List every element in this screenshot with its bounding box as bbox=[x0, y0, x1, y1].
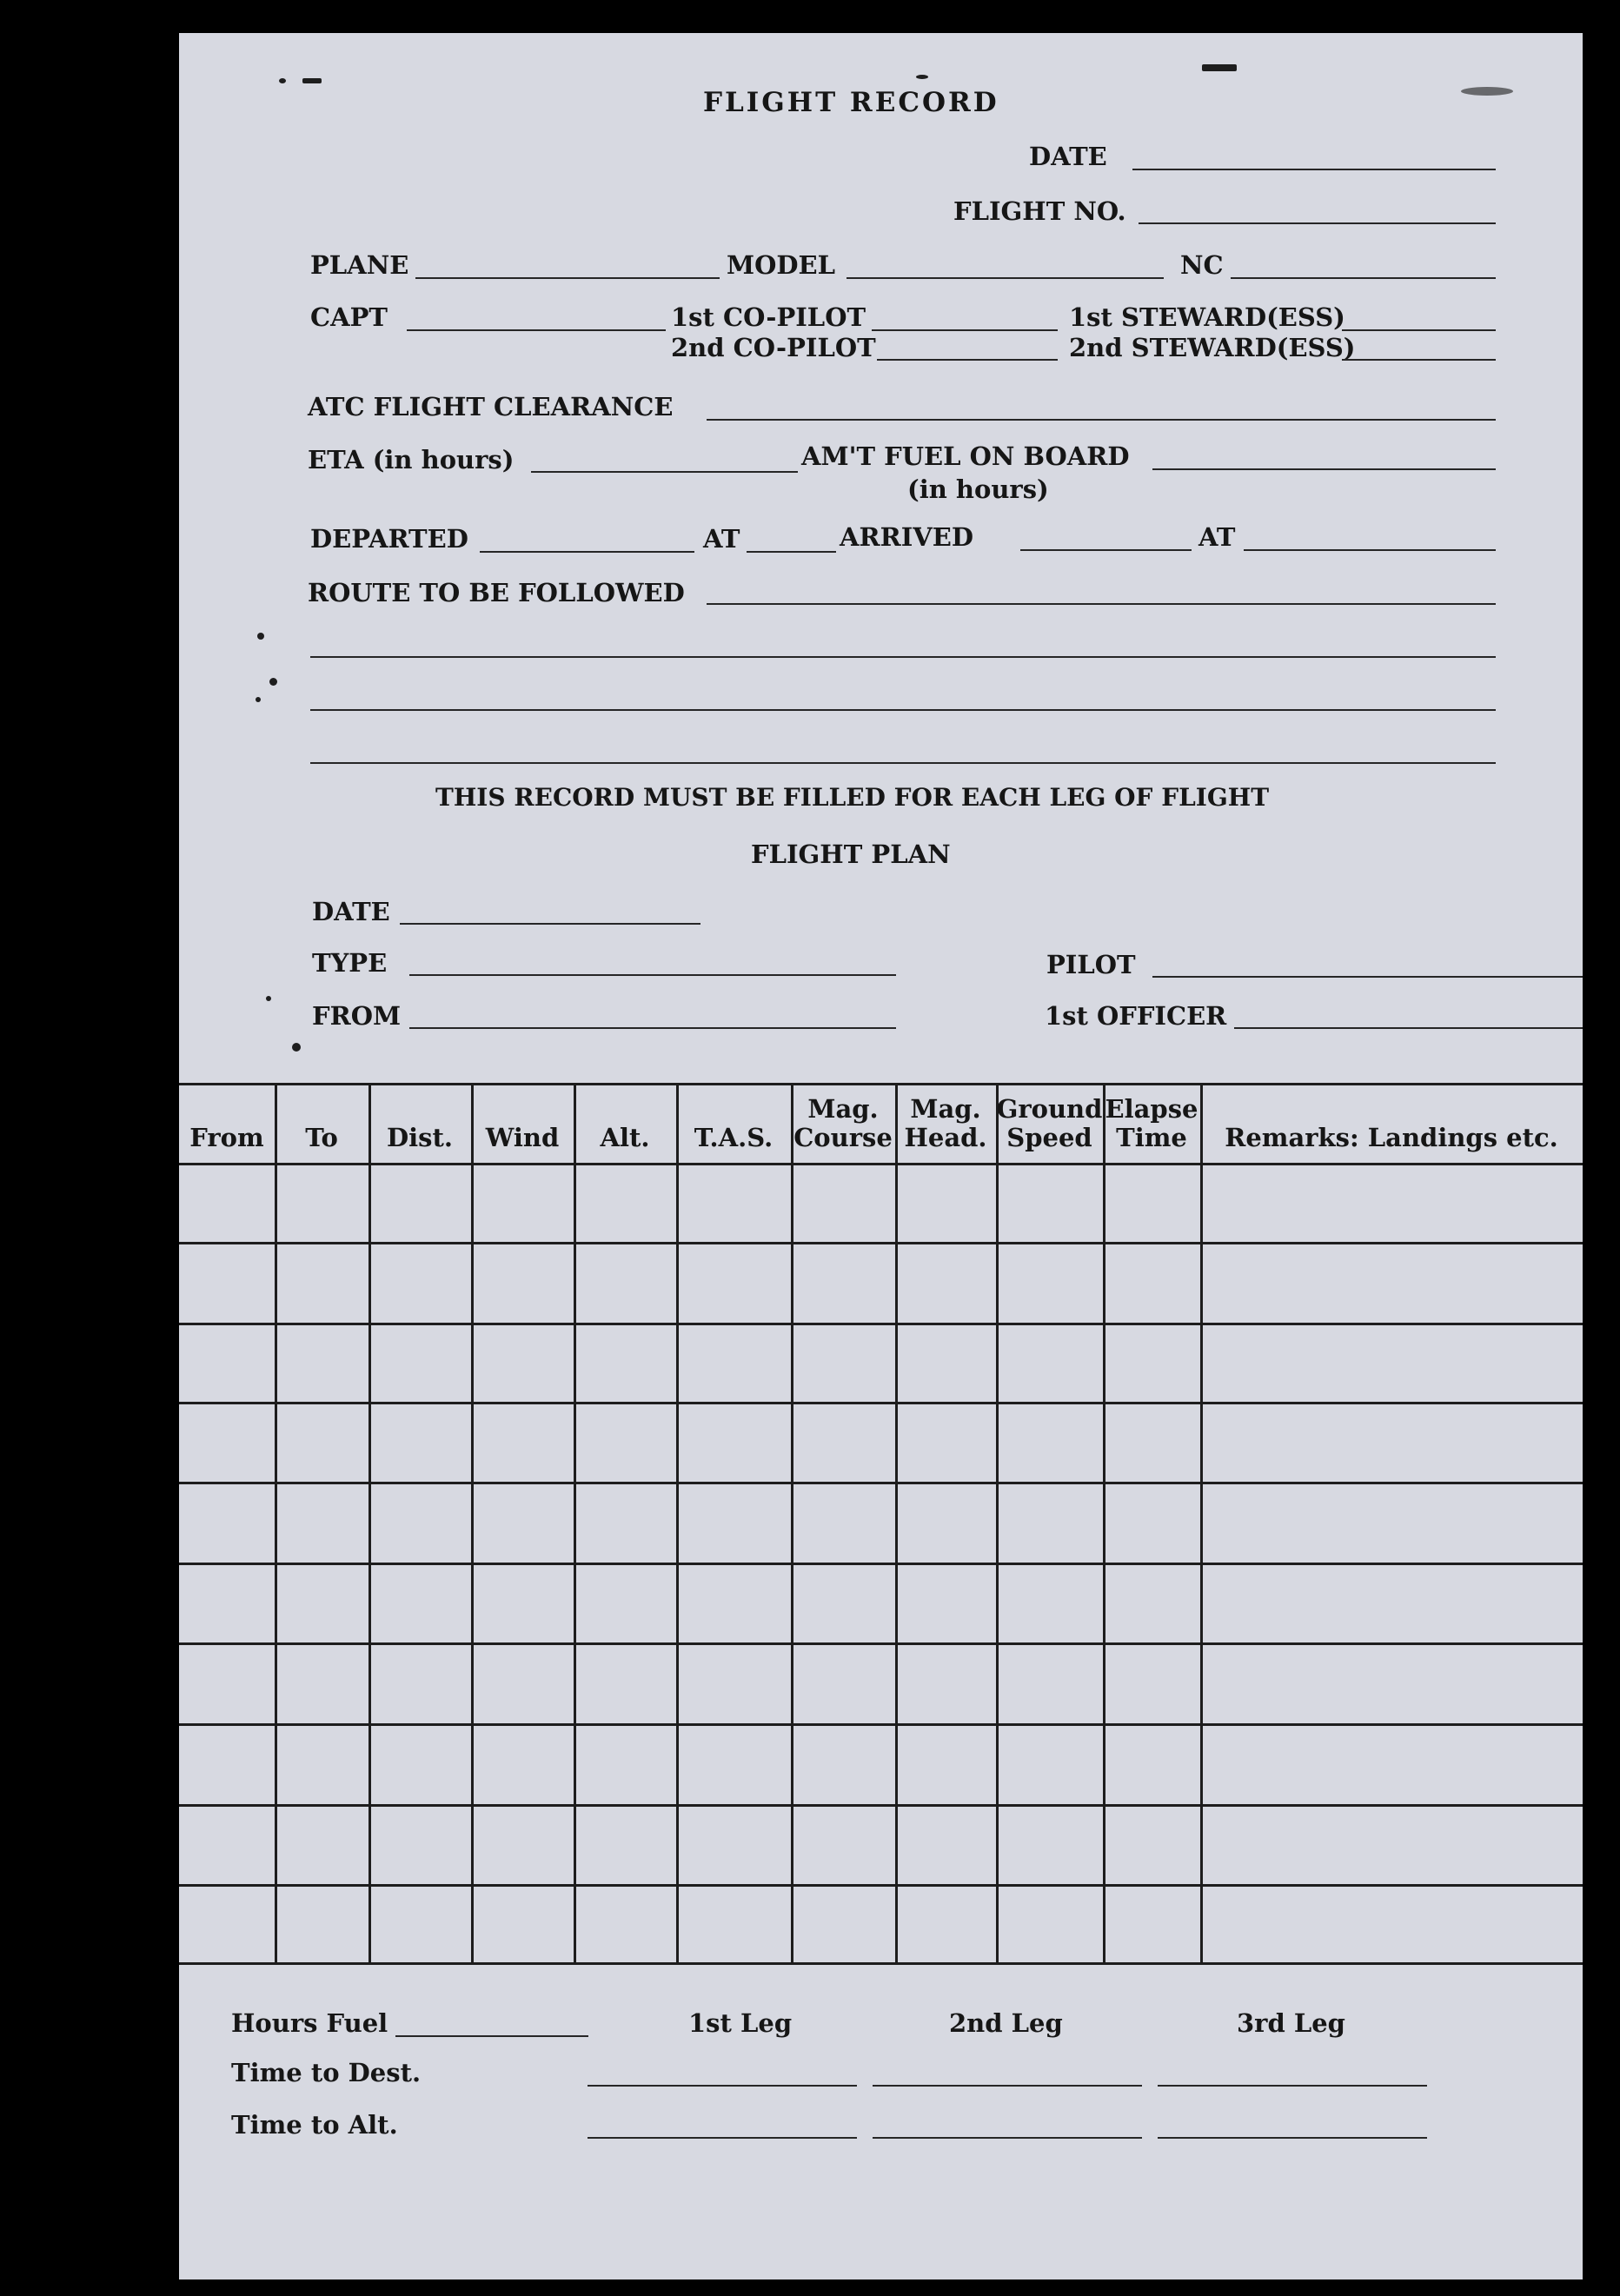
table-header-line-2: To bbox=[305, 1123, 338, 1152]
atc-clearance-field[interactable] bbox=[707, 419, 1496, 421]
table-header-line-1: Mag. bbox=[807, 1094, 879, 1124]
table-cell[interactable] bbox=[1103, 1563, 1200, 1642]
flight-record-form bbox=[179, 33, 1583, 2279]
table-cell[interactable] bbox=[368, 1804, 471, 1884]
table-cell[interactable] bbox=[1103, 1804, 1200, 1884]
table-header-cell bbox=[676, 1095, 791, 1152]
capt-field[interactable] bbox=[407, 329, 666, 331]
table-cell[interactable] bbox=[179, 1323, 275, 1402]
table-cell[interactable] bbox=[791, 1402, 895, 1482]
table-header-line-1 bbox=[275, 1095, 368, 1124]
fuel-on-board-sub-label: (in hours) bbox=[907, 474, 1049, 504]
fuel-on-board-label: AM'T FUEL ON BOARD bbox=[801, 441, 1130, 471]
table-cell[interactable] bbox=[368, 1884, 471, 1962]
route-label: ROUTE TO BE FOLLOWED bbox=[308, 578, 685, 607]
time-to-dest-label: Time to Dest. bbox=[231, 2058, 422, 2087]
table-cell[interactable] bbox=[574, 1642, 676, 1723]
table-header-line-2: T.A.S. bbox=[694, 1123, 773, 1152]
arrived-label: ARRIVED bbox=[840, 522, 974, 552]
table-cell[interactable] bbox=[471, 1402, 574, 1482]
scan-speck bbox=[256, 697, 261, 702]
table-cell[interactable] bbox=[895, 1642, 996, 1723]
plane-field[interactable] bbox=[415, 277, 720, 279]
table-cell[interactable] bbox=[791, 1804, 895, 1884]
table-cell[interactable] bbox=[275, 1804, 368, 1884]
table-cell[interactable] bbox=[275, 1323, 368, 1402]
table-cell[interactable] bbox=[1200, 1563, 1583, 1642]
table-header-cell bbox=[791, 1095, 895, 1152]
table-cell[interactable] bbox=[471, 1884, 574, 1962]
table-cell[interactable] bbox=[895, 1402, 996, 1482]
table-cell[interactable] bbox=[275, 1402, 368, 1482]
co-pilot-1-label: 1st CO-PILOT bbox=[671, 302, 866, 332]
co-pilot-2-field[interactable] bbox=[877, 359, 1058, 361]
scan-speck bbox=[269, 678, 277, 686]
arrived-at-field[interactable] bbox=[1244, 549, 1496, 551]
scan-speck bbox=[292, 1043, 301, 1052]
table-header-line-2: Course bbox=[793, 1123, 893, 1152]
table-cell[interactable] bbox=[895, 1242, 996, 1323]
table-cell[interactable] bbox=[996, 1163, 1103, 1242]
time-to-alt-label: Time to Alt. bbox=[231, 2110, 398, 2140]
table-cell[interactable] bbox=[471, 1723, 574, 1804]
scan-speck bbox=[257, 633, 264, 640]
nc-label: NC bbox=[1180, 250, 1224, 280]
table-header-cell bbox=[574, 1095, 676, 1152]
table-header-line-2: Time bbox=[1116, 1123, 1187, 1152]
table-cell[interactable] bbox=[895, 1163, 996, 1242]
steward-2-field[interactable] bbox=[1342, 359, 1496, 361]
table-cell[interactable] bbox=[574, 1884, 676, 1962]
leg-3-label: 3rd Leg bbox=[1237, 2008, 1345, 2038]
table-cell[interactable] bbox=[791, 1482, 895, 1563]
table-cell[interactable] bbox=[1103, 1482, 1200, 1563]
leg-notice: THIS RECORD MUST BE FILLED FOR EACH LEG OF FLIGHT bbox=[435, 783, 1270, 812]
table-cell[interactable] bbox=[676, 1482, 791, 1563]
plan-type-label: TYPE bbox=[312, 948, 388, 978]
co-pilot-2-label: 2nd CO-PILOT bbox=[671, 333, 876, 362]
date-label: DATE bbox=[1029, 142, 1107, 171]
table-cell[interactable] bbox=[676, 1884, 791, 1962]
plan-type-field[interactable] bbox=[409, 974, 896, 976]
table-cell[interactable] bbox=[574, 1163, 676, 1242]
nc-field[interactable] bbox=[1231, 277, 1496, 279]
flight-no-field[interactable] bbox=[1139, 222, 1496, 224]
table-cell[interactable] bbox=[1200, 1642, 1583, 1723]
model-label: MODEL bbox=[727, 250, 836, 280]
table-header-line-1 bbox=[676, 1095, 791, 1124]
table-cell[interactable] bbox=[179, 1563, 275, 1642]
steward-2-label: 2nd STEWARD(ESS) bbox=[1069, 333, 1356, 362]
table-cell[interactable] bbox=[471, 1804, 574, 1884]
table-header-cell bbox=[179, 1095, 275, 1152]
table-header-line-1 bbox=[574, 1095, 676, 1124]
table-cell[interactable] bbox=[676, 1163, 791, 1242]
route-field-1[interactable] bbox=[707, 603, 1496, 605]
plan-officer-label: 1st OFFICER bbox=[1045, 1001, 1227, 1031]
table-cell[interactable] bbox=[368, 1402, 471, 1482]
table-cell[interactable] bbox=[676, 1563, 791, 1642]
table-cell[interactable] bbox=[996, 1723, 1103, 1804]
table-cell[interactable] bbox=[791, 1642, 895, 1723]
table-cell[interactable] bbox=[895, 1804, 996, 1884]
table-cell[interactable] bbox=[368, 1723, 471, 1804]
table-cell[interactable] bbox=[179, 1884, 275, 1962]
table-cell[interactable] bbox=[1200, 1723, 1583, 1804]
leg-1-label: 1st Leg bbox=[688, 2008, 793, 2038]
scan-speck bbox=[302, 78, 322, 83]
table-top-rule bbox=[179, 1083, 1583, 1085]
scan-speck bbox=[266, 996, 271, 1001]
table-cell[interactable] bbox=[368, 1563, 471, 1642]
table-cell[interactable] bbox=[368, 1642, 471, 1723]
table-cell[interactable] bbox=[791, 1723, 895, 1804]
plan-pilot-label: PILOT bbox=[1046, 950, 1136, 979]
table-cell[interactable] bbox=[996, 1563, 1103, 1642]
scan-speck bbox=[1461, 87, 1513, 96]
time-to-dest-leg-1-field[interactable] bbox=[588, 2085, 857, 2087]
table-cell[interactable] bbox=[179, 1723, 275, 1804]
table-header-cell bbox=[275, 1095, 368, 1152]
table-cell[interactable] bbox=[471, 1323, 574, 1402]
departed-at-label: AT bbox=[703, 524, 740, 554]
table-header-line-2: Alt. bbox=[600, 1123, 650, 1152]
plan-pilot-field[interactable] bbox=[1152, 976, 1583, 978]
table-cell[interactable] bbox=[676, 1402, 791, 1482]
table-cell[interactable] bbox=[574, 1482, 676, 1563]
plan-from-label: FROM bbox=[312, 1001, 402, 1031]
table-header-line-2: Wind bbox=[485, 1123, 560, 1152]
table-cell[interactable] bbox=[676, 1323, 791, 1402]
table-cell[interactable] bbox=[574, 1723, 676, 1804]
route-field-2[interactable] bbox=[310, 656, 1496, 658]
capt-label: CAPT bbox=[310, 302, 388, 332]
table-cell[interactable] bbox=[996, 1642, 1103, 1723]
table-cell[interactable] bbox=[895, 1884, 996, 1962]
co-pilot-1-field[interactable] bbox=[872, 329, 1058, 331]
table-cell[interactable] bbox=[1200, 1482, 1583, 1563]
table-header-line-1: Ground bbox=[996, 1094, 1103, 1124]
table-cell[interactable] bbox=[471, 1642, 574, 1723]
table-cell[interactable] bbox=[895, 1563, 996, 1642]
flight-plan-title: FLIGHT PLAN bbox=[751, 839, 951, 869]
hours-fuel-label: Hours Fuel bbox=[231, 2008, 388, 2038]
table-cell[interactable] bbox=[1103, 1884, 1200, 1962]
form-title: FLIGHT RECORD bbox=[703, 87, 999, 118]
table-header-cell bbox=[471, 1095, 574, 1152]
table-cell[interactable] bbox=[791, 1163, 895, 1242]
table-cell[interactable] bbox=[1200, 1163, 1583, 1242]
table-cell[interactable] bbox=[791, 1884, 895, 1962]
table-cell[interactable] bbox=[1200, 1402, 1583, 1482]
table-cell[interactable] bbox=[574, 1804, 676, 1884]
scan-speck bbox=[1202, 64, 1237, 71]
hours-fuel-field[interactable] bbox=[395, 2035, 588, 2037]
leg-2-label: 2nd Leg bbox=[949, 2008, 1063, 2038]
table-cell[interactable] bbox=[368, 1242, 471, 1323]
table-cell[interactable] bbox=[996, 1323, 1103, 1402]
table-cell[interactable] bbox=[1200, 1884, 1583, 1962]
departed-field[interactable] bbox=[480, 551, 694, 553]
eta-label: ETA (in hours) bbox=[308, 445, 515, 474]
table-cell[interactable] bbox=[895, 1323, 996, 1402]
table-cell[interactable] bbox=[275, 1642, 368, 1723]
flight-no-label: FLIGHT NO. bbox=[953, 196, 1126, 226]
table-cell[interactable] bbox=[1103, 1723, 1200, 1804]
table-cell[interactable] bbox=[1200, 1242, 1583, 1323]
table-header-line-2: From bbox=[189, 1123, 264, 1152]
table-header-cell bbox=[996, 1095, 1103, 1152]
atc-clearance-label: ATC FLIGHT CLEARANCE bbox=[308, 392, 674, 421]
table-header-line-2: Remarks: Landings etc. bbox=[1225, 1123, 1558, 1152]
table-cell[interactable] bbox=[996, 1242, 1103, 1323]
table-cell[interactable] bbox=[368, 1482, 471, 1563]
plane-label: PLANE bbox=[310, 250, 409, 280]
arrived-field[interactable] bbox=[1020, 549, 1192, 551]
table-cell[interactable] bbox=[471, 1163, 574, 1242]
route-field-3[interactable] bbox=[310, 709, 1496, 711]
table-cell[interactable] bbox=[1200, 1804, 1583, 1884]
plan-officer-field[interactable] bbox=[1234, 1027, 1583, 1029]
table-cell[interactable] bbox=[1103, 1323, 1200, 1402]
plan-date-field[interactable] bbox=[400, 923, 700, 925]
departed-label: DEPARTED bbox=[310, 524, 468, 554]
time-to-dest-leg-2-field[interactable] bbox=[873, 2085, 1142, 2087]
table-cell[interactable] bbox=[791, 1563, 895, 1642]
scan-speck bbox=[279, 78, 286, 83]
table-cell[interactable] bbox=[574, 1402, 676, 1482]
table-cell[interactable] bbox=[179, 1482, 275, 1563]
arrived-at-label: AT bbox=[1198, 522, 1236, 552]
fuel-on-board-field[interactable] bbox=[1152, 468, 1496, 470]
table-cell[interactable] bbox=[368, 1323, 471, 1402]
table-header-line-1 bbox=[368, 1095, 471, 1124]
departed-at-field[interactable] bbox=[747, 551, 836, 553]
table-header-cell bbox=[1200, 1095, 1583, 1152]
table-header-line-1 bbox=[1200, 1095, 1583, 1124]
table-cell[interactable] bbox=[996, 1402, 1103, 1482]
table-cell[interactable] bbox=[791, 1242, 895, 1323]
table-cell[interactable] bbox=[996, 1884, 1103, 1962]
table-header-cell bbox=[368, 1095, 471, 1152]
table-cell[interactable] bbox=[996, 1804, 1103, 1884]
table-header-line-1: Elapse bbox=[1105, 1094, 1198, 1124]
table-cell[interactable] bbox=[1103, 1642, 1200, 1723]
table-header-line-2: Dist. bbox=[387, 1123, 453, 1152]
table-header-cell bbox=[895, 1095, 996, 1152]
scan-speck bbox=[916, 75, 928, 79]
plan-from-field[interactable] bbox=[409, 1027, 896, 1029]
table-cell[interactable] bbox=[574, 1563, 676, 1642]
table-cell[interactable] bbox=[179, 1242, 275, 1323]
table-cell[interactable] bbox=[179, 1402, 275, 1482]
eta-field[interactable] bbox=[531, 471, 798, 473]
table-cell[interactable] bbox=[179, 1642, 275, 1723]
table-cell[interactable] bbox=[1103, 1163, 1200, 1242]
table-header-line-1: Mag. bbox=[910, 1094, 981, 1124]
table-cell[interactable] bbox=[676, 1242, 791, 1323]
table-cell[interactable] bbox=[471, 1242, 574, 1323]
table-cell[interactable] bbox=[275, 1163, 368, 1242]
table-cell[interactable] bbox=[791, 1323, 895, 1402]
table-cell[interactable] bbox=[179, 1804, 275, 1884]
table-cell[interactable] bbox=[275, 1242, 368, 1323]
steward-1-label: 1st STEWARD(ESS) bbox=[1069, 302, 1345, 332]
table-cell[interactable] bbox=[574, 1242, 676, 1323]
table-cell[interactable] bbox=[275, 1884, 368, 1962]
table-cell[interactable] bbox=[1200, 1323, 1583, 1402]
table-row-rule bbox=[179, 1962, 1583, 1965]
table-cell[interactable] bbox=[1103, 1402, 1200, 1482]
table-cell[interactable] bbox=[676, 1804, 791, 1884]
table-cell[interactable] bbox=[471, 1482, 574, 1563]
table-cell[interactable] bbox=[275, 1563, 368, 1642]
table-cell[interactable] bbox=[574, 1323, 676, 1402]
table-cell[interactable] bbox=[275, 1723, 368, 1804]
date-field[interactable] bbox=[1132, 169, 1496, 170]
table-header-line-2: Head. bbox=[904, 1123, 987, 1152]
time-to-alt-leg-3-field[interactable] bbox=[1158, 2137, 1427, 2139]
steward-1-field[interactable] bbox=[1342, 329, 1496, 331]
route-field-4[interactable] bbox=[310, 762, 1496, 764]
time-to-dest-leg-3-field[interactable] bbox=[1158, 2085, 1427, 2087]
table-cell[interactable] bbox=[179, 1163, 275, 1242]
plan-date-label: DATE bbox=[312, 897, 390, 926]
table-cell[interactable] bbox=[895, 1723, 996, 1804]
time-to-alt-leg-1-field[interactable] bbox=[588, 2137, 857, 2139]
model-field[interactable] bbox=[847, 277, 1164, 279]
table-cell[interactable] bbox=[895, 1482, 996, 1563]
time-to-alt-leg-2-field[interactable] bbox=[873, 2137, 1142, 2139]
table-cell[interactable] bbox=[368, 1163, 471, 1242]
table-header-line-1 bbox=[179, 1095, 275, 1124]
table-cell[interactable] bbox=[471, 1563, 574, 1642]
table-cell[interactable] bbox=[676, 1723, 791, 1804]
table-cell[interactable] bbox=[996, 1482, 1103, 1563]
table-header-line-1 bbox=[471, 1095, 574, 1124]
table-header-line-2: Speed bbox=[1006, 1123, 1092, 1152]
table-cell[interactable] bbox=[676, 1642, 791, 1723]
table-cell[interactable] bbox=[1103, 1242, 1200, 1323]
table-cell[interactable] bbox=[275, 1482, 368, 1563]
table-header-cell bbox=[1103, 1095, 1200, 1152]
